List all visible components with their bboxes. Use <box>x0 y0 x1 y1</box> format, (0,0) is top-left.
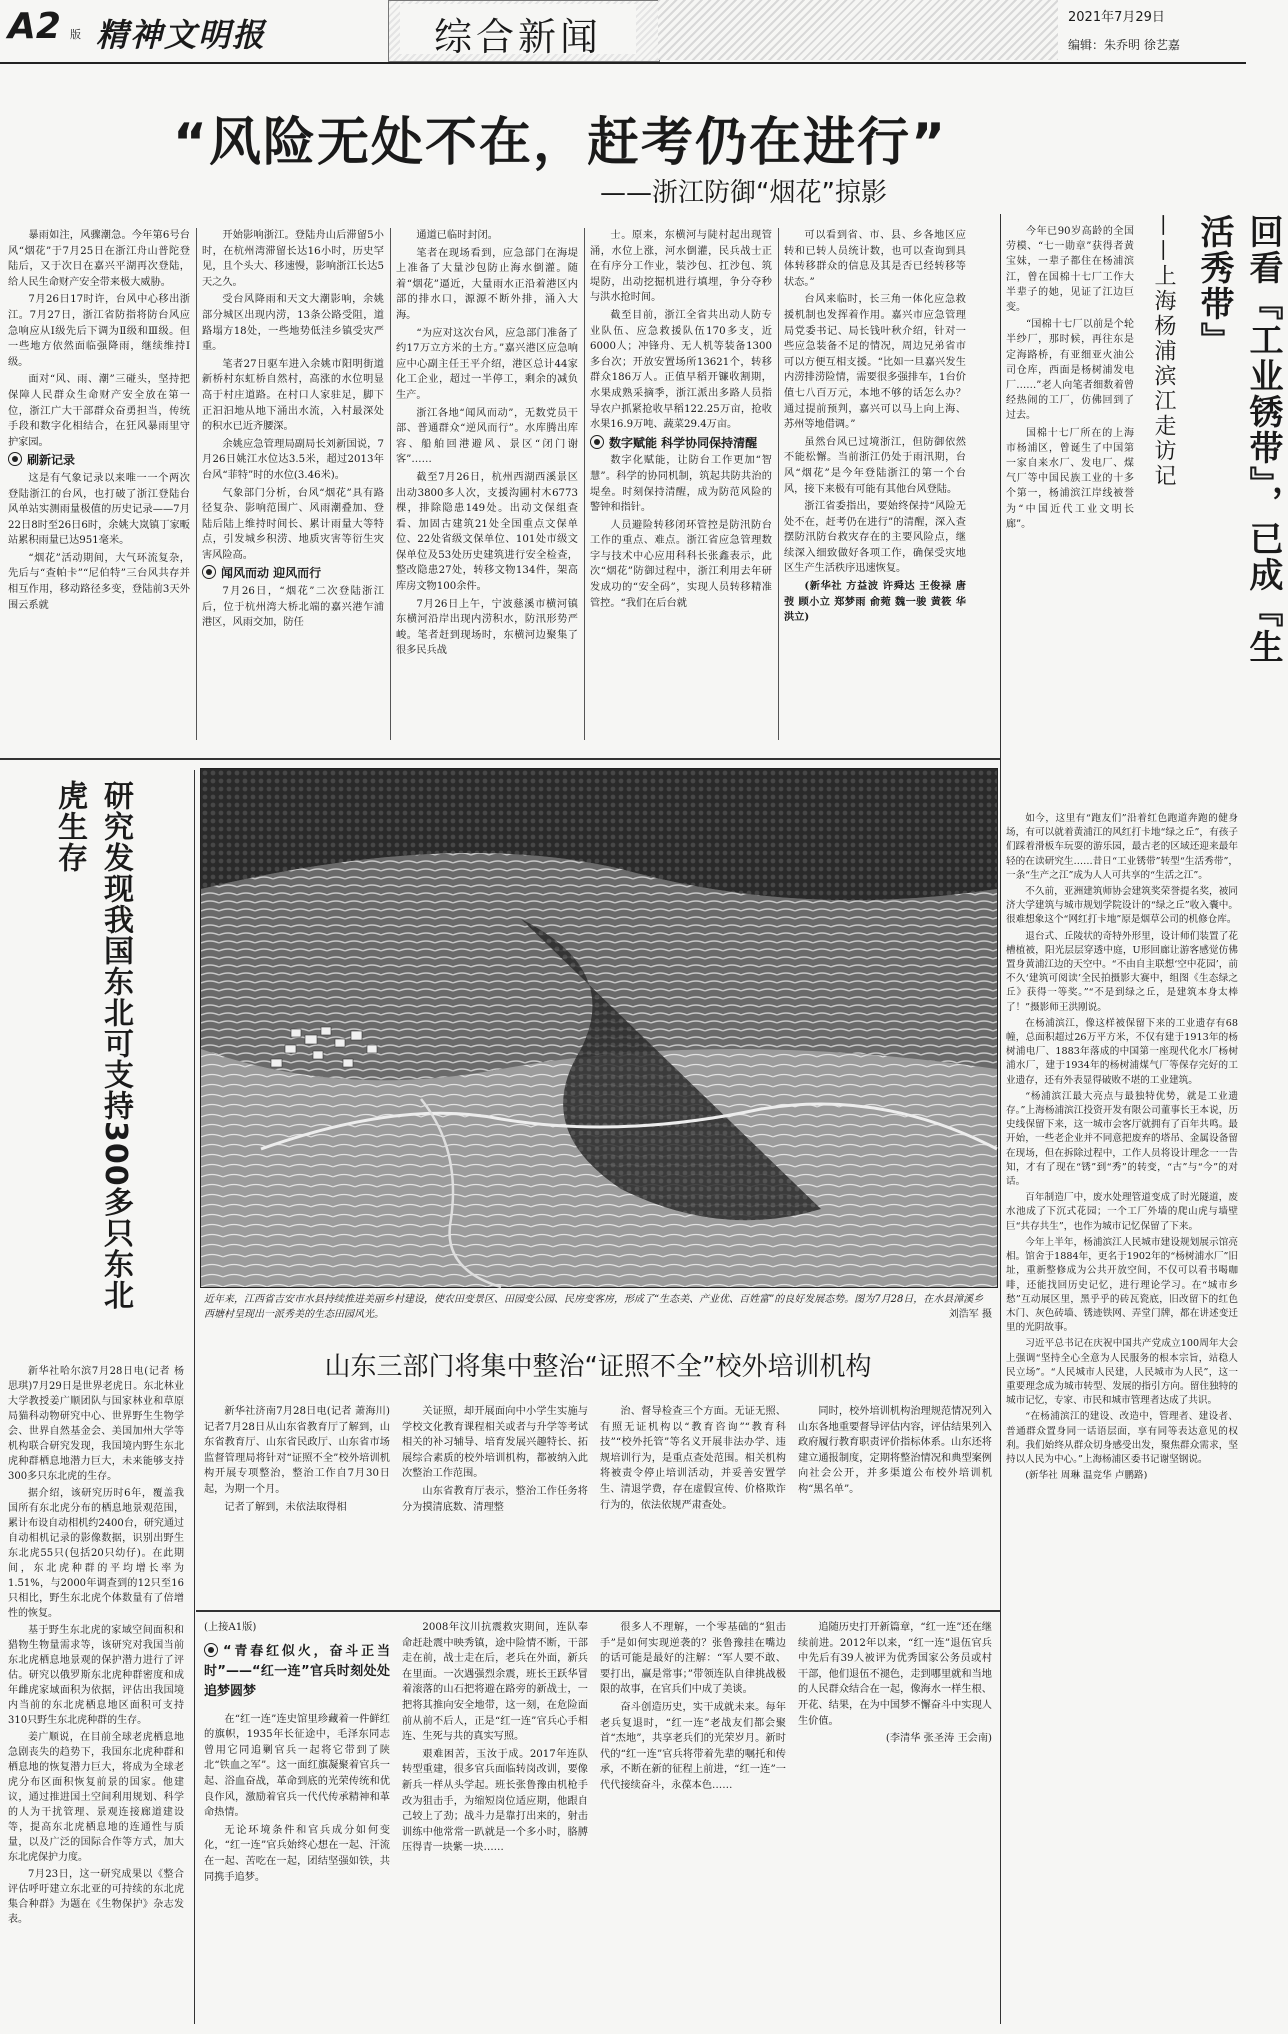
lower-column-4 <box>798 1620 992 2024</box>
paper-name: 精神文明报 <box>96 16 267 54</box>
column-divider <box>778 228 779 740</box>
right-story-subhead: ——上海杨浦滨江走访记 <box>1151 214 1176 489</box>
bullet-icon <box>8 452 22 466</box>
byline: (李清华 张圣涛 王会南) <box>885 1733 992 1745</box>
paragraph: 7月26日，“烟花”二次登陆浙江后，位于杭州湾大桥北端的嘉兴港乍浦港区，风雨交加，防任 <box>202 586 384 629</box>
right-rail-divider <box>1000 214 1001 2024</box>
paragraph: “在杨浦滨江的建设、改造中，管理者、建设者、普通群众置身同一话语层面，享有同等表达意见的权利。我们始终从群众切身感受出发，聚焦群众需求，坚持以人民为中心。”上海杨浦区委书记谢坚钢说。 <box>1006 1411 1238 1465</box>
bullet-icon <box>590 435 604 449</box>
subheading <box>202 565 384 582</box>
paragraph: 很多人不理解，一个零基础的“狙击手”是如何实现逆袭的？张鲁豫挂在嘴边的话可能是最好的注解：“军人要不敢、要打出，赢是常事；”带领连队自律挑战极限的故事，在官兵们中成了美谈。 <box>600 1622 786 1696</box>
paragraph: 记者了解到，未依法取得相 <box>224 1501 347 1513</box>
paragraph: 台风来临时，长三角一体化应急救援机制也发挥着作用。嘉兴市应急管理局党委书记、局长钱叶秋介绍，针对一些应急装备不足的情况，周边兄弟省市可以方便互相支援。“比如一旦嘉兴发生内涝排涝险情，需要很多强排车，1台价值七八百万元，本地不够的话怎么办？通过提前预判，嘉兴可以马上向上海、苏州等地借调。” <box>784 294 966 431</box>
page-suffix: 版 <box>70 28 81 41</box>
mid-column-3 <box>600 1404 786 1600</box>
paragraph: 面对“风、雨、潮”三碰头，坚持把保障人民群众生命财产安全放在第一位，浙江广大干部群众奋勇担当，传统手段和数字化相结合，在狂风暴雨里守护家园。 <box>8 374 190 448</box>
paragraph: 开始影响浙江。登陆舟山后滞留5小时，在杭州湾滞留长达16小时，历史罕见，且个头大、移速慢，影响浙江长达5天之久。 <box>202 230 384 288</box>
bullet-icon <box>202 565 216 579</box>
landscape-photo <box>200 768 998 1288</box>
lead-column-5 <box>784 228 966 748</box>
paragraph: 山东省教育厅表示，整治工作任务将分为摸清底数、清理整 <box>402 1485 588 1513</box>
paragraph: 7月23日，这一研究成果以《整合评估呼吁建立东北亚的可持续的东北虎集合种群》为题在《生物保护》杂志发表。 <box>8 1869 184 1925</box>
column-divider <box>196 228 197 740</box>
editor-credit: 编辑：朱乔明 徐艺嘉 <box>1068 38 1180 52</box>
paragraph: 据介绍，该研究历时6年，覆盖我国所有东北虎分布的栖息地景观范围，累计布设自动相机约2400台，研究通过自动相机记录的影像数据，识别出野生东北虎55只(包括20只幼仔)。在此期间，东北虎种群的平均增长率为1.51%，与2000年调查到的12只至16只相比，野生东北虎个体数量有了倍增性的恢复。 <box>8 1488 184 1619</box>
lead-bottom-rule <box>0 758 1000 760</box>
paragraph: 基于野生东北虎的家域空间面积和猎物生物量需求等，该研究对我国当前东北虎栖息地景观的保护潜力进行了评估。研究以俄罗斯东北虎种群密度和成年雌虎家域面积为依据，评估出我国境内当前的东北虎栖息地区面积可支持310只野生东北虎种群的生存。 <box>8 1625 184 1726</box>
headline-text: “青春红似火，奋斗正当时”——“红一连”官兵时刻处处追梦圆梦 <box>204 1643 390 1699</box>
paragraph: 这是有气象记录以来唯一一个两次登陆浙江的台风，也打破了浙江登陆台风单站实测雨量极值的历史记录——7月22日8时至26日6时，余姚大岚镇丁家畈站累积雨量已达951毫米。 <box>8 472 190 547</box>
paragraph: 7月26日上午，宁波慈溪市横河镇东横河沿岸出现内涝积水，防汛形势严峻。笔者赶到现场时，东横河边聚集了很多民兵战 <box>396 598 578 657</box>
lead-headline: “风险无处不在，赶考仍在进行” <box>172 113 948 173</box>
paragraph: 不久前，亚洲建筑师协会建筑奖荣誉提名奖，被同济大学建筑与城市规划学院设计的“绿之丘”收入囊中。很难想象这个“网红打卡地”原是烟草公司的机修仓库。 <box>1006 886 1238 926</box>
paragraph: 治、督导检查三个方面。无证无照、有照无证机构以“教育咨询”“教育科技”“校外托管”等名义开展非法办学、违规培训行为，是重点查处范围。相关机构将被责令停止培训活动，并妥善安置学生、清退学费，存在虚假宣传、价格欺诈行为的，依法依规严肃查处。 <box>600 1406 786 1511</box>
paragraph: 笔者27日驱车进入余姚市阳明街道新桥村东虹桥自然村，高涨的水位明显高于村庄道路。在村口人家驻足，脚下正汩汩地从地下涌出水流，入村最深处的积水已近齐腰深。 <box>202 358 384 433</box>
paragraph: 2008年汶川抗震救灾期间，连队奉命赶赴震中映秀镇，途中险情不断，干部走在前，战士走在后，老兵在外面，新兵在里面。一次遇强烈余震，班长王跃华冒着滚落的山石把将避在路旁的新战士，一把将其推向安全地带，这一刻，在危险面前从前不后人，正是“红一连”官兵心手相连、生死与共的真实写照。 <box>402 1622 588 1743</box>
paragraph: 气象部门分析，台风“烟花”具有路径复杂、影响范围广、风雨潮叠加、登陆后陆上维持时间长、累计雨量大等特点，引发城乡积涝、地质灾害等衍生灾害风险高。 <box>202 487 384 561</box>
paragraph: 奋斗创造历史，实干成就未来。每年老兵复退时，“红一连”老战友们都会聚首“杰地”，共享老兵们的光荣岁月。新时代的“红一连”官兵将带着先辈的嘱托和传承，不断在新的征程上前进，“红一连”一代代接续奋斗，永葆本色…… <box>600 1701 786 1791</box>
paragraph: 无论环境条件和官兵成分如何变化，“红一连”官兵始终心想在一起、汗流在一起、苦吃在一起，团结坚强如铁，共同携手追梦。 <box>204 1824 390 1883</box>
mid-bottom-rule <box>196 1610 1000 1612</box>
mid-column-2 <box>402 1404 588 1600</box>
lower-story-headline <box>204 1642 390 1702</box>
paragraph: 受台风降雨和天文大潮影响，余姚部分城区出现内涝，13条公路受阻，道路塌方18处，一些地势低洼乡镇受灾严重。 <box>202 294 384 353</box>
right-story-body-top <box>1006 224 1134 808</box>
paragraph: 艰难困苦，玉汝于成。2017年连队转型重建，很多官兵面临转岗改训，要像新兵一样从头学起。班长张鲁豫由机枪手改为狙击手，为缩短岗位适应期，他跟自己较上了劲；战斗力是靠打出来的，射击训练中他常常一趴就是一个多小时，胳膊压得青一块紫一块…… <box>402 1748 588 1854</box>
byline: (新华社 周琳 温竞华 卢鹏路) <box>1025 1470 1148 1482</box>
column-divider <box>584 228 585 740</box>
masthead <box>0 0 1246 62</box>
terrace-fields-image <box>201 769 997 1287</box>
mid-column-1 <box>204 1404 390 1600</box>
mid-story-headline: 山东三部门将集中整治“证照不全”校外培训机构 <box>324 1352 872 1382</box>
paragraph: 国棉十七厂所在的上海市杨浦区，曾诞生了中国第一家自来水厂、发电厂、煤气厂等中国民族工业的十多个第一，杨浦滨江岸线被誉为“中国近代工业文明长廊”。 <box>1006 427 1134 530</box>
paragraph: 关证照，却开展面向中小学生实施与学校文化教育课程相关或者与升学等考试相关的补习辅导、培育发展兴趣特长、拓展综合素质的校外培训机构，都被纳入此次整治工作范围。 <box>402 1406 588 1480</box>
paragraph: “国棉十七厂以前是个轮半纱厂，那时候，再往东是定海路桥，有亚细亚火油公司仓库，西面是杨树浦发电厂……”老人向笔者细数着曾经热闹的工厂，仿佛回到了过去。 <box>1006 319 1134 422</box>
caption-text: 近年来，江西省吉安市水县持续推进美丽乡村建设，使农田变景区、田园变公园、民房变客房，形成了“生态美、产业优、百姓富”的良好发展态势。图为7月28日，在水县漳溪乡西塘村呈现出一派秀美的生态田园风光。 <box>204 1294 984 1320</box>
right-story-headline: 回看『工业锈带』，已成『生活秀带』 <box>1194 214 1283 665</box>
column-divider <box>390 228 391 740</box>
paragraph: 姜广顺说，在目前全球老虎栖息地急剧丧失的趋势下，我国东北虎种群和栖息地的恢复潜力巨大，将成为全球老虎分布区面积恢复前景的国家。他建议，通过推进国土空间利用规划、科学的人为干扰管理、景观连接廊道建设等，提高东北虎栖息地的连通性与质量，以及广泛的国际合作等方式，加大东北虎保护力度。 <box>8 1732 184 1863</box>
paragraph: “为应对这次台风，应急部门准备了约17万立方米的土方。”嘉兴港区应急响应中心副主任王平介绍，港区总计44家化工企业，超过一半停工，剩余的减负生产。 <box>396 327 578 401</box>
right-story-body <box>1006 812 1238 2024</box>
paragraph: 新华社哈尔滨7月28日电(记者 杨思琪)7月29日是世界老虎日。东北林业大学教授姜广顺团队与国家林业和草原局猫科动物研究中心、世界野生生物学会、世界自然基金会、美国加州大学等机构联合研究发现，我国境内野生东北虎种群栖息地潜力巨大，未来能够支持300多只东北虎的生存。 <box>8 1366 184 1482</box>
paragraph: 今年上半年，杨浦滨江人民城市建设规划展示馆亮相。馆舍于1884年，更名于1902年的“杨树浦水厂”旧址，重新整修成为公共开放空间，不仅可以看书喝咖啡，还能找回历史记忆，进行理论学习。在“城市乡愁”互动展区里，黑乎乎的砖瓦瓷底，旧改留下的红色木门、灰色砖墙、锈迹铁网、弄堂门牌，都在讲述变迁里的光阴故事。 <box>1006 1236 1238 1334</box>
paragraph: 在“红一连”连史馆里珍藏着一件鲜红的旗帜，1935年长征途中，毛泽东同志曾用它同追剿官兵一起将它带到了陕北“铁血之军”。这一面红旗凝聚着官兵一起、浴血奋战，革命到底的光荣传统和优良作风，激励着官兵一代代传承精神和革命热情。 <box>204 1713 390 1819</box>
paragraph: 可以看到省、市、县、乡各地区应转和已转人员统计数，也可以查询到具体转移群众的信息及其是否已经转移等状态。” <box>784 230 966 288</box>
paragraph: 暴雨如注，风骤潮急。今年第6号台风“烟花”于7月25日在浙江舟山普陀登陆后，又于次日在嘉兴平湖再次登陆，给人民生命财产安全带来极大威胁。 <box>8 230 190 288</box>
page-number: A2 <box>8 6 61 47</box>
photo-caption <box>204 1292 992 1322</box>
photo-credit: 刘浩军 摄 <box>948 1309 992 1320</box>
paragraph: “烟花”活动期间，大气环流复杂，先后与“查帕卡”“尼伯特”三台风共存并相互作用，移动路径多变，登陆前3天外围云系就 <box>8 552 190 611</box>
paragraph: 退台式、丘陵状的奇特外形里，设计师们装置了花槽植被，阳光层层穿透中庭，U形回廊让游客感觉仿佛置身黄浦江边的天空中。“不由自主联想‘空中花园’，前不久‘建筑可阅读’全民拍摄影大赛中，组图《生态绿之丘》获得一等奖。”“不是到绿之丘，是建筑本身太棒了！”摄影师王洪刚说。 <box>1006 930 1238 1013</box>
issue-date: 2021年7月29日 <box>1068 10 1165 25</box>
paragraph: 士。原来，东横河与陡村起出现管涌，水位上涨，河水倒灌，民兵战士正在有序分工作业，装沙包、扛沙包、筑堤防，出动挖掘机进行填埋，争分夺秒与洪水抢时间。 <box>590 230 772 304</box>
paragraph: 笔者在现场看到，应急部门在海堤上准备了大量沙包防止海水倒灌。随着“烟花”逼近，大量雨水正沿着港区内部的排水口，源源不断外排，涌入大海。 <box>396 247 578 321</box>
subheading-text: 刷新记录 <box>27 453 76 468</box>
paragraph: 同时，校外培训机构治理规范情况列入山东各地重要督导评估内容，评估结果列入政府履行教育职责评价指标体系。山东还将建立通报制度，定期将整治情况和典型案例向社会公开，并多渠道公布校外培训机构“黑名单”。 <box>798 1406 992 1495</box>
paragraph: 如今，这里有“跑友们”沿着红色跑道奔跑的健身场，有可以就着黄浦江的风红打卡地“绿之丘”，有孩子们踩着滑板车玩耍的游乐园，最古老的区域还迎来最年轻的在读研究生……昔日“工业锈带”转型“生活秀带”，一条“生产之江”成为人人可共享的“生活之江”。 <box>1006 813 1238 881</box>
paragraph: 通道已临时封闭。 <box>416 230 498 241</box>
masthead-rule <box>0 62 1246 64</box>
byline: (新华社 方益波 许舜达 王俊禄 唐弢 顾小立 郑梦雨 俞菀 魏一骏 黄筱 华洪立) <box>784 580 966 624</box>
paragraph: 今年已90岁高龄的全国劳模、“七一勋章”获得者黄宝妹，一辈子都住在杨浦滨江，曾在国棉十七厂工作大半辈子的她，见证了江边巨变。 <box>1006 226 1134 314</box>
left-story-divider <box>194 770 195 2024</box>
paragraph: 人员避险转移闭环管控是防汛防台工作的重点、难点。浙江省应急管理数字与技术中心应用科科长张鑫表示，此次“烟花”防御过程中，浙江利用去年研发成功的“安全码”，实现人员转移精准管控。“我们在后台就 <box>590 519 772 609</box>
masthead-stripes <box>658 0 1058 60</box>
paragraph: “杨浦滨江最大亮点与最独特优势，就是工业遗存。”上海杨浦滨江投资开发有限公司董事长王本说，历史线保留下来，这一城市会客厅就拥有了百年共鸣。最开始，一些老企业并不同意把废弃的塔吊、金属设备留在现场，但在拆除过程中，工作人员将设计理念一一告知，才有了现在“锈”到“秀”的转变，“古”与“今”的对话。 <box>1006 1090 1238 1188</box>
lower-column-2 <box>402 1620 588 2024</box>
paragraph: 在杨浦滨江，像这样被保留下来的工业遗存有68幢，总面积超过26万平方米，不仅有建于1913年的杨树浦电厂、1883年落成的中国第一座现代化水厂杨树浦水厂，建于1934年的杨树浦煤气厂等保存完好的工业遗存，还有外表显得破败不堪的工业建筑。 <box>1006 1017 1238 1086</box>
lower-column-3 <box>600 1620 786 2024</box>
lead-column-2 <box>202 228 384 748</box>
paragraph: 截至目前，浙江全省共出动人防专业队伍、应急救援队伍170多支，近6000人；冲锋舟、无人机等装备1300多台次；开放安置场所13621个，转移群众186万人。正值早稻开镰收割期，水果成熟采摘季，浙江派出多路人员指导农户抓紧抢收早稻122.25万亩，抢收水果16.9万吨、蔬菜29.4万亩。 <box>590 309 772 431</box>
subheading <box>590 435 772 452</box>
mid-column-4 <box>798 1404 992 1600</box>
lead-subhead: ——浙江防御“烟花”掠影 <box>600 178 887 208</box>
paragraph: 百年制造厂中，废水处理管道变成了时光隧道，废水池成了下沉式花园；一个工厂外墙的爬山虎与墙壁巨“共存共生”，也作为城市记忆保留了下来。 <box>1006 1192 1238 1232</box>
lead-column-1 <box>8 228 190 748</box>
paragraph: 新华社济南7月28日电(记者 萧海川)记者7月28日从山东省教育厅了解到，山东省教育厅、山东省民政厅、山东省市场监督管理局将针对“证照不全”校外培训机构开展专项整治，整治工作自7月30日起，为期一个月。 <box>204 1406 390 1495</box>
bullet-icon <box>204 1643 218 1657</box>
paragraph: 浙江省委指出，要始终保持“风险无处不在，赶考仍在进行”的清醒，深入查摆防汛防台救灾存在的主要风险点，继续深入细致做好各项工作，确保受灾地区生产生活秩序迅速恢复。 <box>784 501 966 575</box>
paragraph: 数字化赋能，让防台工作更加“智慧”。科学的协同机制，筑起共防共治的堤垒。时刻保持清醒，成为防范风险的警钟和指针。 <box>590 455 772 514</box>
paragraph: 追随历史打开新篇章，“红一连”还在继续前进。2012年以来，“红一连”退伍官兵中先后有39人被评为优秀国家公务员或村干部，他们退伍不褪色，走到哪里就和当地的人民群众结合在一起，像海水一样生根、开花、结果，在为中国梦不懈奋斗中实现人生价值。 <box>798 1622 992 1727</box>
lower-column-1 <box>204 1620 390 2024</box>
lead-column-3 <box>396 228 578 748</box>
section-name: 综合新闻 <box>433 15 602 59</box>
lead-column-4 <box>590 228 772 748</box>
continued-label: (上接A1版) <box>204 1622 257 1633</box>
paragraph: 习近平总书记在庆祝中国共产党成立100周年大会上强调“坚持全心全意为人民服务的根本宗旨，站稳人民立场”。“人民城市人民建，人民城市为人民”，这一重要理念成为城市转型、发展的指引方向。留住独特的城市记忆，专家、市民和城市管理者达成了共识。 <box>1006 1338 1238 1407</box>
left-story-headline: 研究发现我国东北可支持300多只东北虎生存 <box>52 780 133 1311</box>
subheading <box>8 452 190 469</box>
subheading-text: 闻风而动 迎风而行 <box>221 566 322 581</box>
paragraph: 浙江各地“闻风而动”，无数党员干部、普通群众“逆风而行”。水库腾出库容、船舶回港避风、景区“闭门谢客”…… <box>396 407 578 466</box>
paragraph: 余姚应急管理局副局长刘新国说，7月26日姚江水位达3.5米，超过2013年台风“菲特”时的水位(3.46米)。 <box>202 438 384 481</box>
subheading-text: 数字赋能 科学协同保持清醒 <box>609 435 758 450</box>
paragraph: 虽然台风已过境浙江，但防御依然不能松懈。当前浙江仍处于雨汛期，台风“烟花”是今年登陆浙江的第一个台风，接下来极有可能有其他台风登陆。 <box>784 436 966 495</box>
left-story-body <box>8 1364 184 2024</box>
paragraph: 7月26日17时许，台风中心移出浙江。7月27日，浙江省防指将防台风应急响应从Ⅰ级先后下调为Ⅱ级和Ⅲ级。但一些地方依然面临强降雨，继续维持Ⅰ级。 <box>8 294 190 368</box>
paragraph: 截至7月26日，杭州西湖西溪景区出动3800多人次，支援沟圃村木6773棵，排除隐患149处。出动文保组查看、加固古建筑21处全国重点文保单位、22处省级文保单位、101处市级文保单位及53处历史建筑进行安全检查，整改隐患27处，转移文物134件，架高库房文物100余件。 <box>396 471 578 593</box>
